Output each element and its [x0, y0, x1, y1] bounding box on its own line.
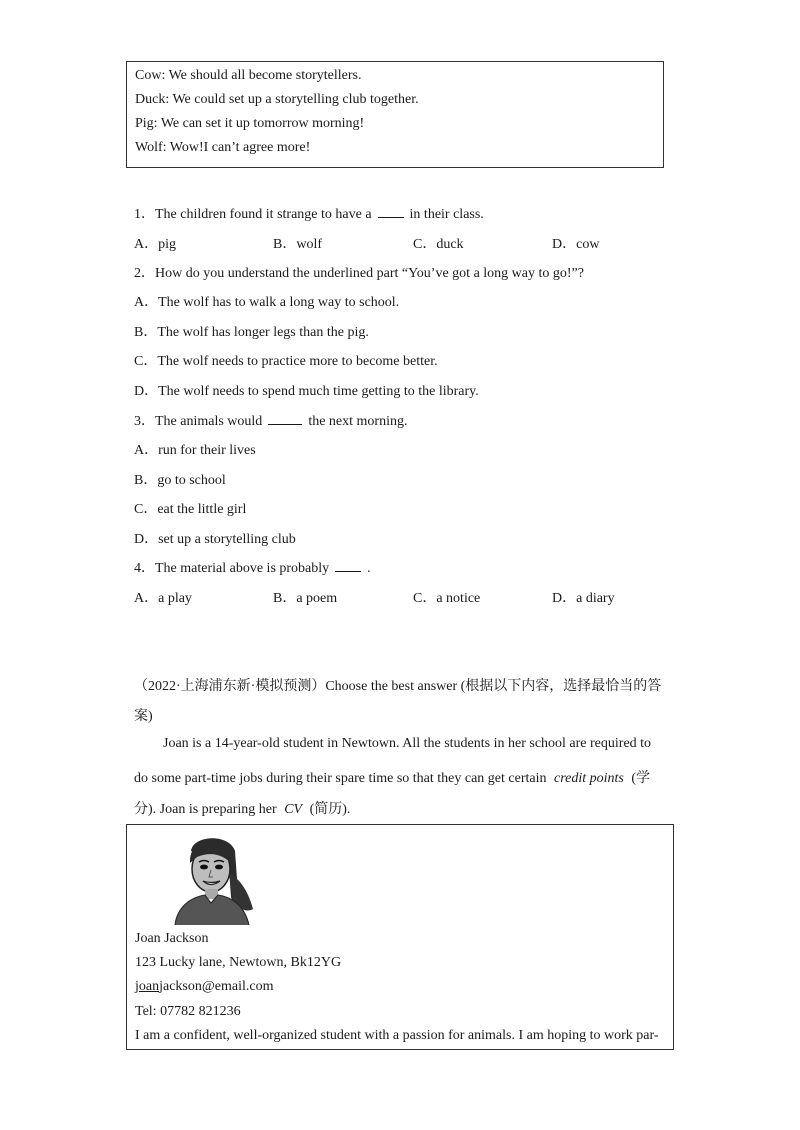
passage-line: Joan is a 14-year-old student in Newtown. All the students in her school are required to: [163, 736, 652, 751]
cv-email: [135, 979, 273, 995]
option: A．pig: [134, 237, 176, 252]
question-1-stem: 1．The children found it strange to have a: [134, 207, 372, 222]
option: B．The wolf has longer legs than the pig.: [134, 325, 369, 340]
option: B．wolf: [273, 237, 322, 252]
question-4-stem-end: .: [367, 561, 371, 576]
passage-text: (简历).: [309, 802, 351, 817]
question-1: [134, 203, 484, 223]
option: C．eat the little girl: [134, 502, 247, 517]
option: D．set up a storytelling club: [134, 532, 296, 547]
passage-term: credit points: [554, 771, 624, 786]
passage-line: [134, 798, 350, 818]
dialogue-line: Pig: We can set it up tomorrow morning!: [135, 116, 365, 131]
cv-name: Joan Jackson: [135, 931, 209, 946]
question-3-stem: 3．The animals would: [134, 414, 263, 429]
avatar-illustration: [163, 829, 263, 925]
cv-email-underlined: joan: [135, 979, 160, 994]
section-heading: （2022·上海浦东新·模拟预测）Choose the best answer (根据以下内容，选择最恰当的答: [134, 679, 662, 694]
question-1-stem-end: in their class.: [409, 207, 484, 222]
cv-box: [126, 824, 674, 1050]
passage-text: 分). Joan is preparing her: [134, 802, 277, 817]
section-heading-cont: 案): [134, 709, 153, 724]
passage-text: do some part-time jobs during their spare time so that they can get certain: [134, 771, 547, 786]
cv-email-rest: jackson@email.com: [159, 979, 274, 994]
option: D．cow: [552, 237, 600, 252]
question-4-stem: 4．The material above is probably: [134, 561, 330, 576]
option: A．run for their lives: [134, 443, 256, 458]
option: D．The wolf needs to spend much time getting to the library.: [134, 384, 479, 399]
question-4: [134, 557, 371, 577]
dialogue-line: Wolf: Wow!I can’t agree more!: [135, 140, 311, 155]
question-3: [134, 410, 407, 430]
passage-term: CV: [284, 802, 303, 817]
dialogue-line: Duck: We could set up a storytelling club together.: [135, 92, 419, 107]
dialogue-line: Cow: We should all become storytellers.: [135, 68, 362, 83]
option: A．a play: [134, 591, 192, 606]
answer-blank: [268, 412, 302, 425]
option: C．a notice: [413, 591, 481, 606]
option: C．The wolf needs to practice more to become better.: [134, 354, 438, 369]
cv-address: 123 Lucky lane, Newtown, Bk12YG: [135, 955, 342, 970]
cv-summary: I am a confident, well-organized student with a passion for animals. I am hoping to work par-: [135, 1028, 659, 1043]
answer-blank: [378, 205, 404, 218]
passage-text: (学: [631, 771, 651, 786]
option: B．go to school: [134, 473, 226, 488]
option: D．a diary: [552, 591, 615, 606]
passage-line: [134, 767, 650, 787]
dialogue-box: [126, 61, 664, 168]
question-3-stem-end: the next morning.: [308, 414, 408, 429]
question-2-stem: 2．How do you understand the underlined part “You’ve got a long way to go!”?: [134, 266, 584, 281]
option: C．duck: [413, 237, 464, 252]
option: B．a poem: [273, 591, 338, 606]
option: A．The wolf has to walk a long way to school.: [134, 295, 400, 310]
cv-tel: Tel: 07782 821236: [135, 1004, 241, 1019]
answer-blank: [335, 559, 361, 572]
